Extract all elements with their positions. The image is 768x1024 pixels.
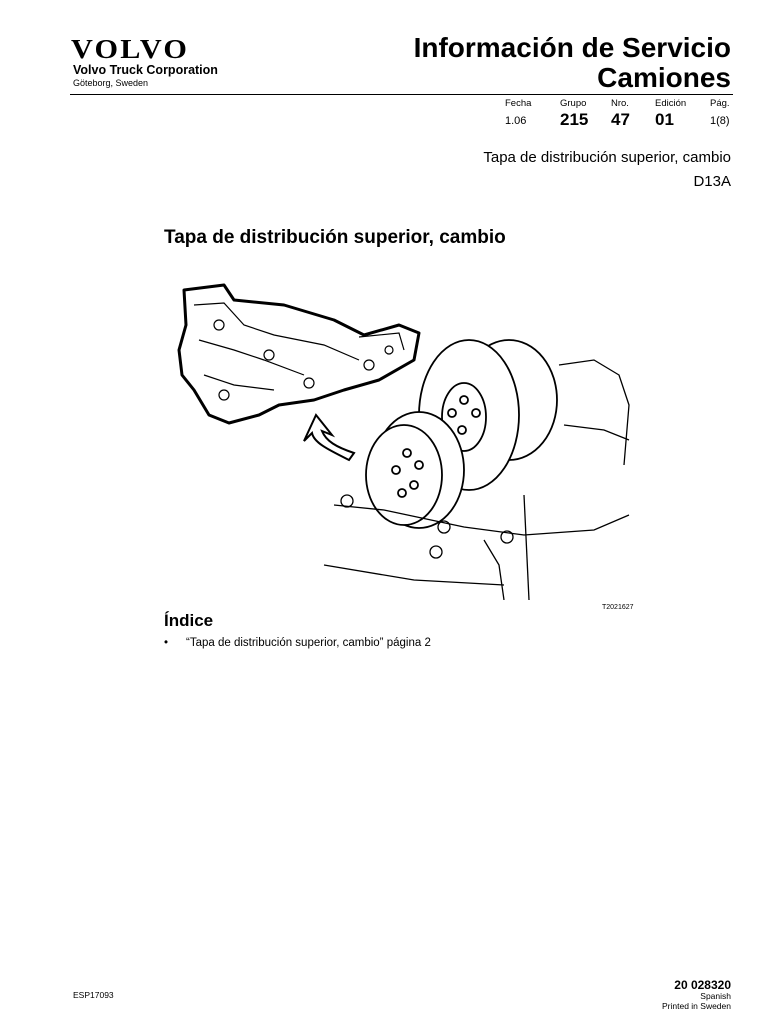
index-item-label: “Tapa de distribución superior, cambio” página 2: [186, 637, 431, 649]
grupo-label: Grupo: [560, 98, 587, 109]
corporation-name: Volvo Truck Corporation: [73, 63, 218, 77]
edicion-label: Edición: [655, 98, 687, 109]
figure-code: T2021627: [602, 604, 634, 611]
pag-value: 1(8): [710, 115, 730, 127]
timing-cover-illustration: [164, 265, 634, 600]
subject-title: Tapa de distribución superior, cambio: [483, 149, 731, 166]
footer-doc-code: ESP17093: [73, 990, 114, 1000]
nro-value: 47: [611, 110, 630, 129]
header-divider: [70, 94, 733, 95]
corporation-city: Göteborg, Sweden: [73, 78, 149, 88]
fecha-label: Fecha: [505, 98, 532, 109]
section-heading: Tapa de distribución superior, cambio: [164, 227, 506, 248]
footer-language: Spanish: [700, 991, 731, 1001]
doc-title-line1: Información de Servicio: [413, 32, 731, 63]
pag-label: Pág.: [710, 98, 730, 109]
edicion-value: 01: [655, 110, 674, 129]
footer-printed: Printed in Sweden: [662, 1001, 731, 1011]
nro-label: Nro.: [611, 98, 629, 109]
grupo-value: 215: [560, 110, 589, 129]
fecha-value: 1.06: [505, 115, 527, 127]
doc-title-line2: Camiones: [597, 62, 731, 93]
index-heading: Índice: [164, 611, 214, 630]
footer-part-number: 20 028320: [674, 978, 731, 992]
index-item[interactable]: [164, 637, 431, 649]
subject-engine: D13A: [693, 173, 731, 190]
volvo-logo: VOLVO: [71, 34, 190, 64]
bullet-icon: •: [164, 637, 169, 649]
